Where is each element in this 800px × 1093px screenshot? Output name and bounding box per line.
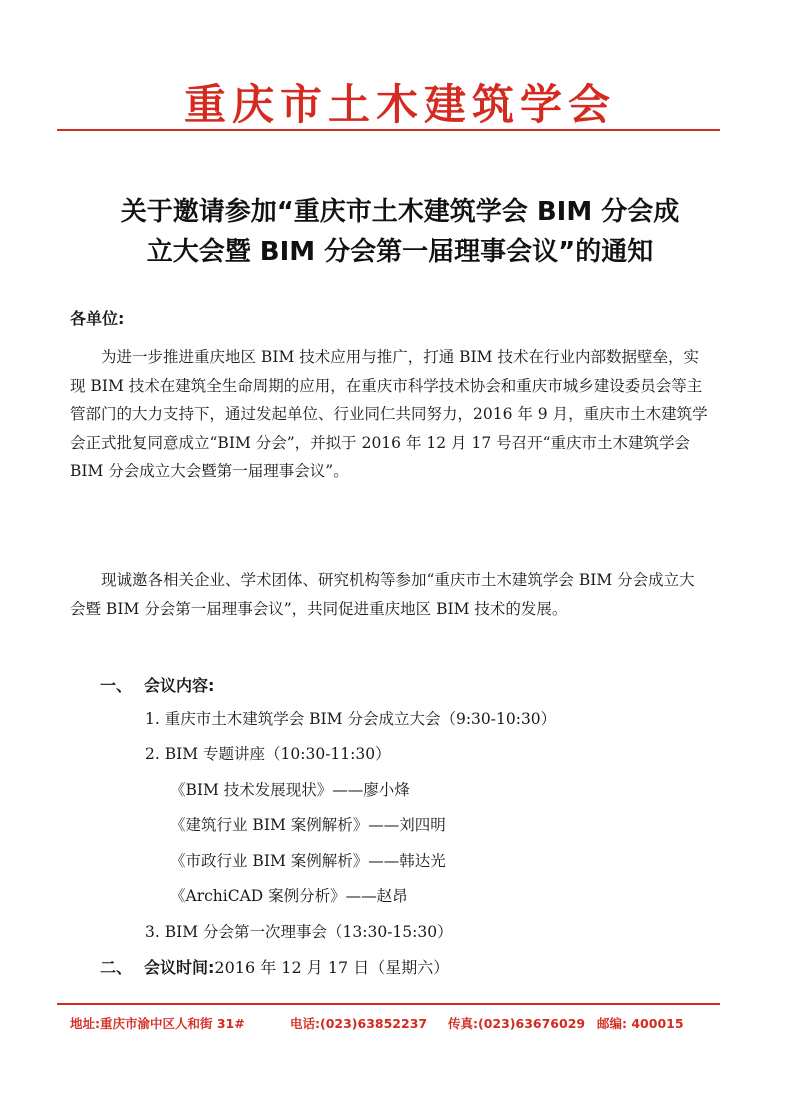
agenda-item-1: 1. 重庆市土木建筑学会 BIM 分会成立大会（9:30-10:30） <box>145 710 557 728</box>
body-paragraph-1: 为进一步推进重庆地区 BIM 技术应用与推广，打通 BIM 技术在行业内部数据壁垒，实现 BIM 技术在建筑全生命周期的应用，在重庆市科学技术协会和重庆市城乡建设委员会等主管部门的大力支持下，通过发起单位、行业同仁共同努力，2016 年 9 月，重庆市土木建筑学会正式批复同意成立“BIM 分会”，并拟于 2016 年 12 月 17 号召开“重庆市土木建筑学会 BIM 分会成立大会暨第一届理事会议”。 <box>70 348 708 480</box>
lecture-item-2: 《建筑行业 BIM 案例解析》——刘四明 <box>170 816 446 834</box>
footer-address: 地址:重庆市渝中区人和街 31# <box>70 1016 245 1031</box>
salutation: 各单位: <box>70 309 125 328</box>
meeting-date: 2016 年 12 月 17 日（星期六） <box>214 958 450 977</box>
section-label: 会议时间: <box>144 958 215 977</box>
letterhead-red-rule <box>57 129 720 131</box>
section-heading-time <box>100 955 449 978</box>
footer-red-rule <box>57 1003 720 1005</box>
footer-fax: 传真:(023)63676029 <box>448 1016 586 1031</box>
section-number: 二、 <box>100 958 133 977</box>
title-line-1: 关于邀请参加“重庆市土木建筑学会 BIM 分会成 <box>120 197 680 227</box>
section-number: 一、 <box>100 676 133 695</box>
footer-postal-code: 邮编: 400015 <box>597 1016 684 1031</box>
lecture-item-4: 《ArchiCAD 案例分析》——赵昂 <box>170 887 408 905</box>
footer-phone: 电话:(023)63852237 <box>290 1016 428 1031</box>
section-heading-content <box>100 673 214 696</box>
agenda-item-3: 3. BIM 分会第一次理事会（13:30-15:30） <box>145 923 453 941</box>
section-label: 会议内容: <box>144 676 215 695</box>
agenda-item-2: 2. BIM 专题讲座（10:30-11:30） <box>145 745 391 763</box>
lecture-item-3: 《市政行业 BIM 案例解析》——韩达光 <box>170 852 446 870</box>
title-line-2: 立大会暨 BIM 分会第一届理事会议”的通知 <box>146 237 654 267</box>
lecture-item-1: 《BIM 技术发展现状》——廖小烽 <box>170 781 410 799</box>
notice-title <box>50 192 750 272</box>
body-paragraph-2: 现诚邀各相关企业、学术团体、研究机构等参加“重庆市土木建筑学会 BIM 分会成立大会暨 BIM 分会第一届理事会议”，共同促进重庆地区 BIM 技术的发展。 <box>70 571 695 618</box>
letterhead-org-name: 重庆市土木建筑学会 <box>183 80 616 129</box>
